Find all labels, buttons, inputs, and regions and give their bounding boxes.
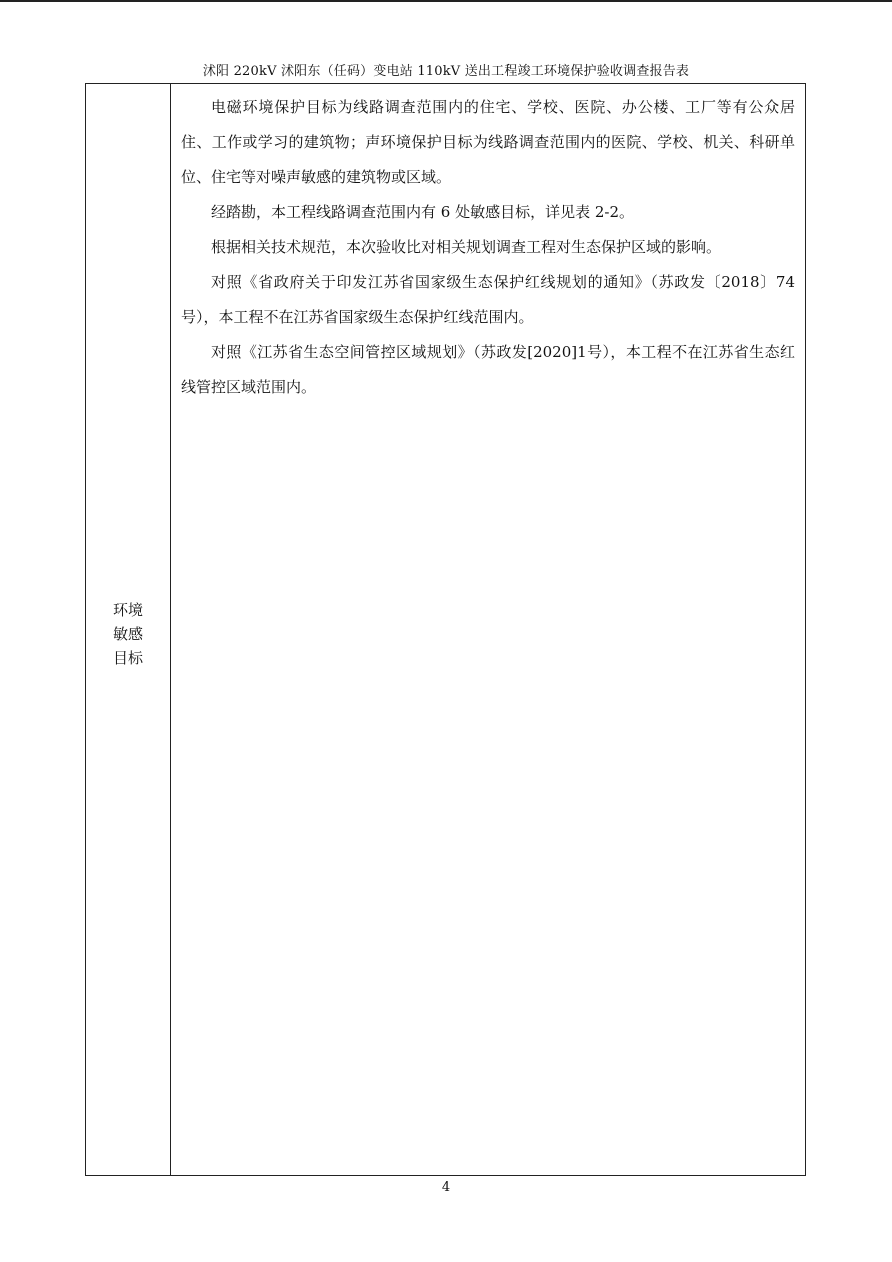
section-label-line: 环境 [112, 600, 143, 619]
page-number: 4 [441, 1180, 451, 1195]
section-label-line: 敏感 [112, 624, 143, 643]
paragraph-national-redline: 对照《省政府关于印发江苏省国家级生态保护红线规划的通知》（苏政发〔2018〕74 号），本工程不在江苏省国家级生态保护红线范围内。 [181, 273, 795, 326]
paragraph-survey-result: 经踏勘，本工程线路调查范围内有 6 处敏感目标，详见表 2-2。 [211, 203, 635, 221]
paragraph-technical-basis: 根据相关技术规范，本次验收比对相关规划调查工程对生态保护区域的影响。 [211, 238, 722, 256]
section-label [108, 598, 148, 670]
section-label-line: 目标 [112, 648, 143, 667]
paragraph-provincial-redline: 对照《江苏省生态空间管控区域规划》（苏政发[2020]1号），本工程不在江苏省生态红线管控区域范围内。 [181, 343, 795, 396]
section-content-cell [171, 84, 805, 1175]
paragraph-protection-targets: 电磁环境保护目标为线路调查范围内的住宅、学校、医院、办公楼、工厂等有公众居住、工作或学习的建筑物；声环境保护目标为线路调查范围内的医院、学校、机关、科研单位、住宅等对噪声敏感的建筑物或区域。 [181, 98, 795, 186]
running-header: 沭阳 220kV 沭阳东（任码）变电站 110kV 送出工程竣工环境保护验收调查报告表 [202, 64, 690, 79]
section-label-cell [86, 84, 171, 1175]
top-border-rule [0, 0, 892, 2]
report-table [85, 83, 806, 1176]
